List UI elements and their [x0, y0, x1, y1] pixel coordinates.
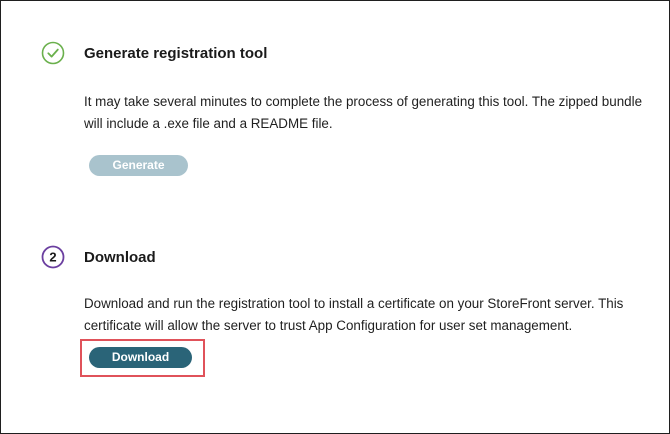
- download-button[interactable]: Download: [89, 347, 192, 368]
- step-description: It may take several minutes to complete the process of generating this tool. The zipped bundle will include a .exe file and a README file.: [84, 94, 643, 131]
- step-title: Generate registration tool: [84, 45, 268, 62]
- step-title: Download: [84, 249, 156, 266]
- step-number-icon: [41, 245, 65, 269]
- generate-button[interactable]: Generate: [89, 155, 188, 176]
- step-description: Download and run the registration tool to install a certificate on your StoreFront server. This certificate will allow the server to trust App Configuration for user set management.: [84, 296, 624, 333]
- step-number: 2: [49, 249, 57, 265]
- download-highlight-box: [80, 339, 205, 377]
- checkmark-circle-icon: [41, 41, 65, 65]
